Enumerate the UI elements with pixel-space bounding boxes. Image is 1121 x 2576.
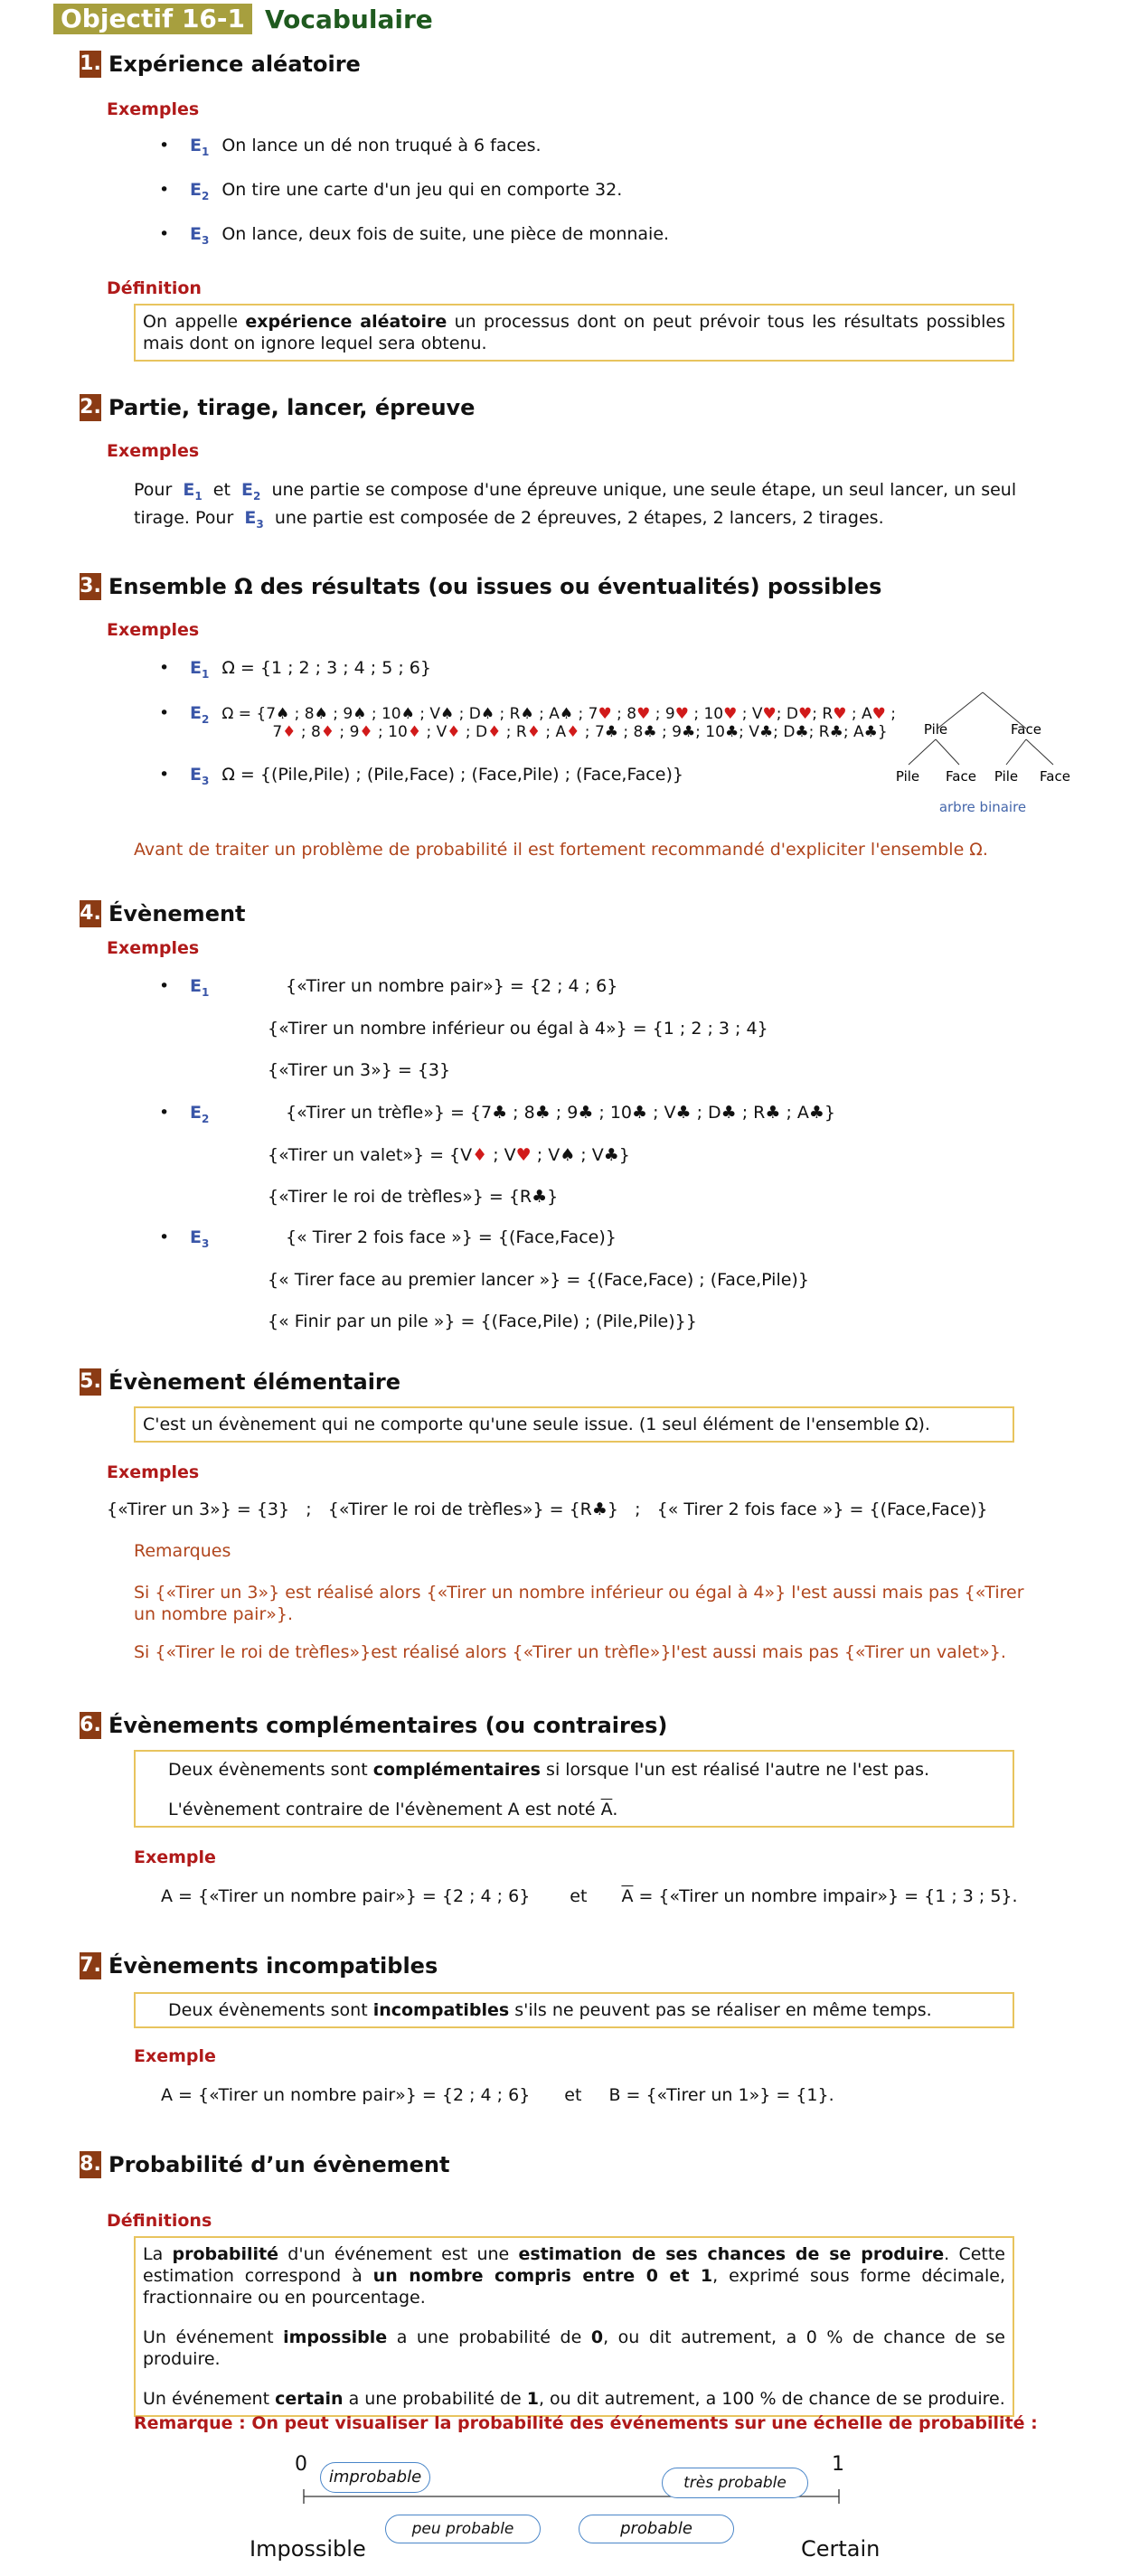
scale-one: 1 (832, 2453, 844, 2476)
section-1-title (80, 51, 361, 78)
section-number: 8. (80, 2151, 101, 2178)
section-number: 6. (80, 1712, 101, 1739)
tree-leaf: Face (1040, 768, 1070, 785)
cloud-improbable: improbable (320, 2462, 430, 2493)
event-line: {«Tirer le roi de trèfles»} = {R♣} (268, 1187, 559, 1207)
examples-label: Exemples (107, 441, 200, 461)
example-label: Exemple (134, 1847, 216, 1867)
event-line: {«Tirer un 3»} = {3} (268, 1060, 451, 1080)
remark-label: Remarque : On peut visualiser la probabilité des événements sur une échelle de probabilité : (134, 2413, 1038, 2433)
section-number: 5. (80, 1368, 101, 1396)
definitions-label: Définitions (107, 2211, 212, 2231)
definition-box: C'est un évènement qui ne comporte qu'une seule issue. (1 seul élément de l'ensemble Ω). (134, 1406, 1014, 1443)
list-item: • $E_2$ {«Tirer un trèfle»} = {7♣ ; 8♣ ; 9♣ ; 10♣ ; V♣ ; D♣ ; R♣ ; A♣} (159, 1103, 836, 1125)
section-number: 1. (80, 51, 101, 78)
section-title-text: Probabilité d’un évènement (108, 2152, 450, 2177)
examples-label: Exemples (107, 99, 200, 119)
objective-badge: Objectif 16-1 (53, 4, 252, 34)
list-item: • $E_2$ Ω = {7♠ ; 8♠ ; 9♠ ; 10♠ ; V♠ ; D♠ ; R♠ ; A♠ ; 7♥ ; 8♥ ; 9♥ ; 10♥ ; V♥; D♥; R♥ ; A♥ ; 7♦ ; 8♦ ; 9♦ ; 10♦ ; V♦ ; D♦ ; R♦ ; A♦ ; 7♣ ; 8♣ ; 9♣; 10♣; V♣; D♣; R♣; A♣} (159, 703, 897, 741)
section-title-text: Partie, tirage, lancer, épreuve (108, 395, 476, 420)
event-line: {«Tirer un nombre inférieur ou égal à 4»} = {1 ; 2 ; 3 ; 4} (268, 1019, 768, 1039)
section-7-title (80, 1952, 438, 1979)
section-2-paragraph: Pour $E_1$ et $E_2$ une partie se compose d'une épreuve unique, une seule étape, un seul lancer, un seul tirage. Pour $E_3$ une partie est composée de 2 épreuves, 2 étapes, 2 lancers, 2 tirages. (134, 480, 1017, 531)
section-5-title (80, 1368, 400, 1396)
remark-2: Si {«Tirer le roi de trèfles»}est réalisé alors {«Tirer un trèfle»}l'est aussi mais pas {«Tirer un valet»}. (134, 1642, 1006, 1662)
section-number: 3. (80, 573, 101, 600)
binary-tree (881, 689, 1085, 823)
list-item: • $E_1$ {«Tirer un nombre pair»} = {2 ; 4 ; 6} (159, 976, 618, 999)
cloud-peu-probable: peu probable (385, 2515, 541, 2543)
event-line: {« Tirer face au premier lancer »} = {(Face,Face) ; (Face,Pile)} (268, 1270, 809, 1290)
definition-box: Deux évènements sont incompatibles s'ils ne peuvent pas se réaliser en même temps. (134, 1992, 1014, 2028)
event-line: {«Tirer un valet»} = {V♦ ; V♥ ; V♠ ; V♣} (268, 1145, 630, 1165)
section-title-text: Évènement élémentaire (108, 1369, 401, 1395)
tree-node-face: Face (1011, 721, 1041, 738)
example-line: A = {«Tirer un nombre pair»} = {2 ; 4 ; 6} et B = {«Tirer un 1»} = {1}. (161, 2085, 834, 2105)
tree-leaf: Pile (895, 768, 920, 785)
tree-node-pile: Pile (923, 721, 948, 738)
section-8-title (80, 2151, 449, 2178)
remarks-label: Remarques (134, 1541, 231, 1561)
section-title-text: Expérience aléatoire (108, 52, 361, 77)
tree-caption: arbre binaire (938, 799, 1027, 815)
section-title-text: Évènements complémentaires (ou contraires) (108, 1713, 668, 1738)
page-header (53, 4, 433, 34)
examples-label: Exemples (107, 620, 200, 640)
list-item: • $E_2$ On tire une carte d'un jeu qui en comporte 32. (159, 180, 623, 202)
list-item: • $E_3$ On lance, deux fois de suite, une pièce de monnaie. (159, 224, 670, 247)
definition-box: On appelle expérience aléatoire un processus dont on peut prévoir tous les résultats possibles mais dont on ignore lequel sera obtenu. (134, 304, 1014, 362)
page-title: Vocabulaire (265, 4, 433, 34)
label-impossible: Impossible (250, 2536, 366, 2562)
examples-label: Exemples (107, 1462, 200, 1482)
tree-leaf: Pile (994, 768, 1019, 785)
list-item: • $E_3$ Ω = {(Pile,Pile) ; (Pile,Face) ; (Face,Pile) ; (Face,Face)} (159, 765, 683, 787)
scale-zero: 0 (295, 2453, 307, 2476)
definition-box: La probabilité d'un événement est une estimation de ses chances de se produire. Cette estimation correspond à un nombre compris entre 0 et 1, exprimé sous forme décimale, fractionnaire ou en pourcentage. Un événement impossible a une probabilité de 0, ou dit autrement, a 0 % de chance de se produire. Un événement certain a une probabilité de 1, ou dit autrement, a 100 % de chance de se produire. (134, 2236, 1014, 2417)
examples-label: Exemples (107, 938, 200, 958)
definition-label: Définition (107, 278, 202, 298)
probability-scale (244, 2449, 881, 2574)
example-line: {«Tirer un 3»} = {3} ; {«Tirer le roi de trèfles»} = {R♣} ; {« Tirer 2 fois face »} = {(Face,Face)} (107, 1500, 988, 1519)
list-item: • $E_1$ Ω = {1 ; 2 ; 3 ; 4 ; 5 ; 6} (159, 658, 431, 681)
section-number: 2. (80, 394, 101, 421)
section-title-text: Ensemble Ω des résultats (ou issues ou éventualités) possibles (108, 574, 882, 599)
example-line: A = {«Tirer un nombre pair»} = {2 ; 4 ; 6} et $\overline{A}$ = {«Tirer un nombre impair»} = {1 ; 3 ; 5}. (161, 1886, 1018, 1906)
section-6-title (80, 1712, 667, 1739)
section-title-text: Évènements incompatibles (108, 1953, 438, 1979)
example-label: Exemple (134, 2046, 216, 2066)
section-3-note: Avant de traiter un problème de probabilité il est fortement recommandé d'expliciter l'ensemble Ω. (134, 840, 988, 860)
label-certain: Certain (801, 2536, 881, 2562)
definition-box: Deux évènements sont complémentaires si lorsque l'un est réalisé l'autre ne l'est pas. L'évènement contraire de l'évènement A est noté $\overline{A}$. (134, 1750, 1014, 1828)
cloud-tres-probable: très probable (662, 2468, 808, 2498)
section-number: 4. (80, 900, 101, 927)
section-number: 7. (80, 1952, 101, 1979)
event-line: {« Finir par un pile »} = {(Face,Pile) ; (Pile,Pile)}} (268, 1312, 697, 1331)
tree-leaf: Face (946, 768, 976, 785)
section-2-title (80, 394, 475, 421)
section-title-text: Évènement (108, 901, 246, 926)
section-4-title (80, 900, 246, 927)
cloud-probable: probable (579, 2515, 734, 2543)
list-item: • $E_1$ On lance un dé non truqué à 6 faces. (159, 136, 542, 158)
list-item: • $E_3$ {« Tirer 2 fois face »} = {(Face,Face)} (159, 1227, 617, 1250)
section-3-title (80, 573, 881, 600)
remark-1: Si {«Tirer un 3»} est réalisé alors {«Tirer un nombre inférieur ou égal à 4»} l'est aussi mais pas {«Tirer un nombre pair»}. (134, 1583, 1024, 1624)
